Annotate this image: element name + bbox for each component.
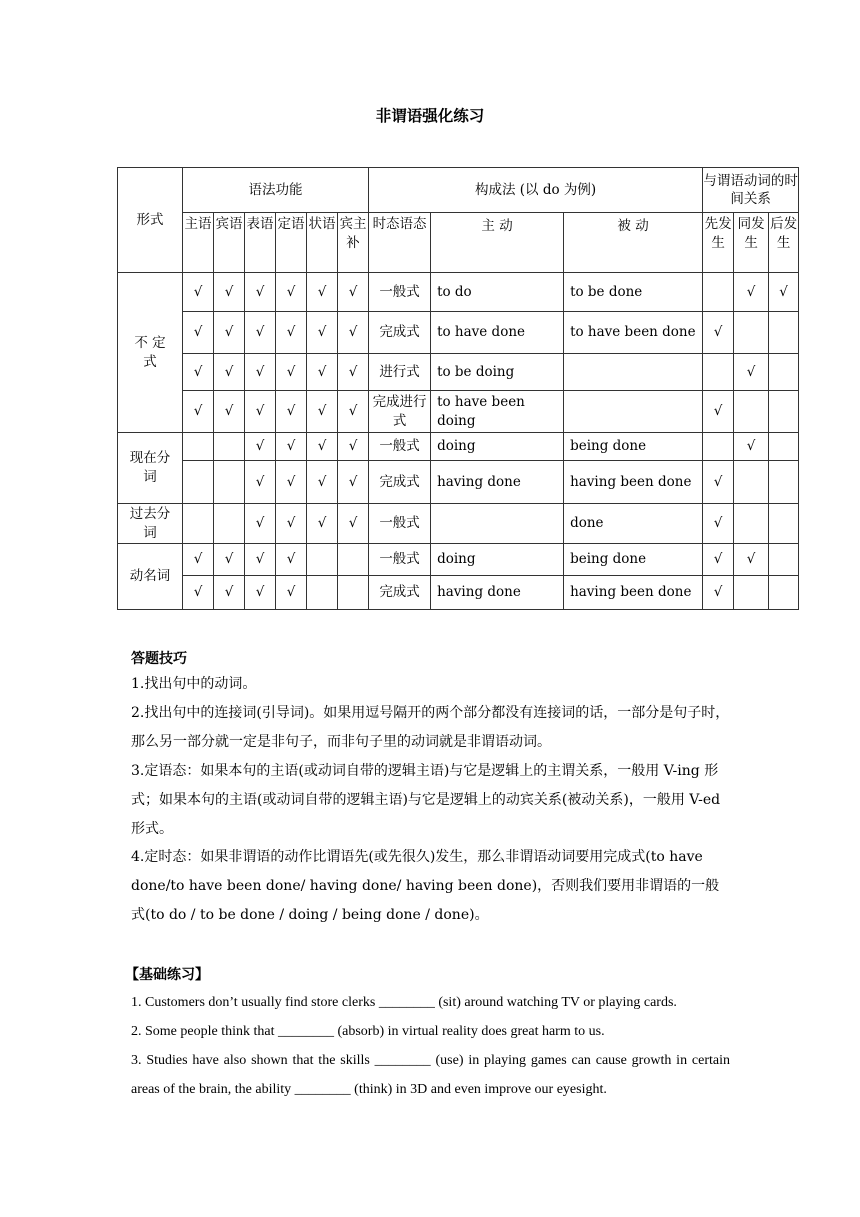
practice-heading: 【基础练习】	[125, 967, 209, 983]
function-check-cell: √	[245, 544, 276, 576]
time-check-cell: √	[703, 461, 734, 504]
tip-3: 3.定语态：如果本句的主语(或动词自带的逻辑主语)与它是逻辑上的主谓关系，一般用 V-ing 形式；如果本句的主语(或动词自带的逻辑主语)与它是逻辑上的动宾关系(被动关系)，一般用 V-ed 形式。	[131, 763, 721, 837]
subheader-cell: 宾主补	[338, 213, 369, 273]
time-check-cell: √	[769, 273, 799, 312]
time-check-cell	[734, 576, 769, 610]
passive-form-cell: being done	[564, 544, 703, 576]
function-check-cell: √	[245, 312, 276, 354]
function-check-cell: √	[245, 273, 276, 312]
function-check-cell	[307, 544, 338, 576]
time-check-cell	[734, 461, 769, 504]
function-check-cell: √	[183, 391, 214, 433]
time-check-cell	[769, 461, 799, 504]
function-check-cell: √	[245, 461, 276, 504]
header-grammar-function: 语法功能	[183, 168, 369, 213]
passive-form-cell	[564, 354, 703, 391]
tense-cell: 完成式	[369, 461, 431, 504]
table-row	[118, 354, 799, 391]
time-check-cell: √	[734, 433, 769, 461]
function-check-cell: √	[276, 312, 307, 354]
function-check-cell: √	[245, 504, 276, 544]
function-check-cell: √	[338, 433, 369, 461]
table-row	[118, 461, 799, 504]
time-check-cell: √	[703, 576, 734, 610]
function-check-cell: √	[276, 273, 307, 312]
tense-cell: 进行式	[369, 354, 431, 391]
tense-cell: 完成式	[369, 576, 431, 610]
tense-cell: 一般式	[369, 504, 431, 544]
active-form-cell	[431, 504, 564, 544]
time-check-cell	[703, 273, 734, 312]
function-check-cell: √	[276, 544, 307, 576]
tip-4: 4.定时态：如果非谓语的动作比谓语先(或先很久)发生，那么非谓语动词要用完成式(to have done/to have been done/ having done/ having been done)，否则我们要用非谓语的一般式(to do / to be done / doing / being done / done)。	[131, 849, 720, 923]
time-check-cell	[703, 433, 734, 461]
active-form-cell: having done	[431, 576, 564, 610]
function-check-cell: √	[183, 354, 214, 391]
table-row	[118, 312, 799, 354]
function-check-cell	[183, 461, 214, 504]
table-row	[118, 544, 799, 576]
nonfinite-verb-table	[117, 167, 799, 610]
function-check-cell	[183, 504, 214, 544]
function-check-cell: √	[245, 433, 276, 461]
function-check-cell: √	[214, 391, 245, 433]
time-check-cell: √	[703, 544, 734, 576]
tense-cell: 一般式	[369, 273, 431, 312]
header-form: 形式	[118, 168, 183, 273]
time-check-cell	[734, 312, 769, 354]
function-check-cell: √	[276, 354, 307, 391]
passive-form-cell: to have been done	[564, 312, 703, 354]
page-title: 非谓语强化练习	[375, 107, 485, 125]
form-label: 动名词	[118, 544, 183, 610]
subheader-cell: 定语	[276, 213, 307, 273]
question-3: 3. Studies have also shown that the skills ________ (use) in playing games can cause growth in certain areas of the brain, the ability ________ (think) in 3D and even improve our eyesight.	[131, 1053, 730, 1097]
form-label: 过去分词	[118, 504, 183, 544]
function-check-cell: √	[276, 461, 307, 504]
active-form-cell: doing	[431, 544, 564, 576]
function-check-cell	[338, 576, 369, 610]
tip-1: 1.找出句中的动词。	[131, 676, 257, 692]
subheader-cell: 主语	[183, 213, 214, 273]
time-check-cell	[769, 354, 799, 391]
function-check-cell: √	[307, 354, 338, 391]
function-check-cell: √	[338, 391, 369, 433]
function-check-cell: √	[245, 354, 276, 391]
form-label: 不 定 式	[118, 273, 183, 433]
subheader-cell: 同发生	[734, 213, 769, 273]
function-check-cell: √	[214, 312, 245, 354]
passive-form-cell	[564, 391, 703, 433]
subheader-cell: 主 动	[431, 213, 564, 273]
function-check-cell	[307, 576, 338, 610]
time-check-cell	[769, 576, 799, 610]
function-check-cell: √	[276, 504, 307, 544]
active-form-cell: having done	[431, 461, 564, 504]
time-check-cell	[734, 504, 769, 544]
passive-form-cell: having been done	[564, 461, 703, 504]
function-check-cell: √	[183, 312, 214, 354]
time-check-cell	[769, 391, 799, 433]
time-check-cell: √	[734, 544, 769, 576]
function-check-cell	[183, 433, 214, 461]
time-check-cell	[769, 504, 799, 544]
function-check-cell: √	[276, 391, 307, 433]
active-form-cell: to have done	[431, 312, 564, 354]
function-check-cell: √	[276, 576, 307, 610]
active-form-cell: to have been doing	[431, 391, 564, 433]
table-row	[118, 504, 799, 544]
tips-heading: 答题技巧	[131, 651, 187, 667]
function-check-cell	[214, 433, 245, 461]
subheader-cell: 后发生	[769, 213, 799, 273]
function-check-cell: √	[307, 391, 338, 433]
active-form-cell: to do	[431, 273, 564, 312]
function-check-cell: √	[214, 273, 245, 312]
function-check-cell	[214, 461, 245, 504]
function-check-cell: √	[183, 544, 214, 576]
time-check-cell: √	[703, 391, 734, 433]
function-check-cell: √	[338, 354, 369, 391]
time-check-cell	[769, 433, 799, 461]
table-row	[118, 273, 799, 312]
passive-form-cell: being done	[564, 433, 703, 461]
function-check-cell: √	[338, 504, 369, 544]
form-label: 现在分词	[118, 433, 183, 504]
tip-2: 2.找出句中的连接词(引导词)。如果用逗号隔开的两个部分都没有连接词的话，一部分是句子时，那么另一部分就一定是非句子，而非句子里的动词就是非谓语动词。	[131, 705, 730, 750]
tense-cell: 完成式	[369, 312, 431, 354]
function-check-cell: √	[338, 312, 369, 354]
function-check-cell: √	[338, 273, 369, 312]
function-check-cell: √	[183, 576, 214, 610]
subheader-cell: 表语	[245, 213, 276, 273]
function-check-cell: √	[338, 461, 369, 504]
time-check-cell	[769, 544, 799, 576]
table-row	[118, 433, 799, 461]
active-form-cell: doing	[431, 433, 564, 461]
subheader-cell: 状语	[307, 213, 338, 273]
subheader-cell: 时态语态	[369, 213, 431, 273]
subheader-cell: 被 动	[564, 213, 703, 273]
passive-form-cell: done	[564, 504, 703, 544]
function-check-cell: √	[307, 504, 338, 544]
time-check-cell	[734, 391, 769, 433]
function-check-cell: √	[245, 391, 276, 433]
question-2: 2. Some people think that ________ (absorb) in virtual reality does great harm to us.	[131, 1024, 605, 1039]
passive-form-cell: to be done	[564, 273, 703, 312]
function-check-cell: √	[245, 576, 276, 610]
active-form-cell: to be doing	[431, 354, 564, 391]
tense-cell: 一般式	[369, 544, 431, 576]
time-check-cell: √	[703, 312, 734, 354]
function-check-cell: √	[307, 461, 338, 504]
time-check-cell: √	[703, 504, 734, 544]
header-construction: 构成法 (以 do 为例)	[369, 168, 703, 213]
passive-form-cell: having been done	[564, 576, 703, 610]
function-check-cell: √	[307, 312, 338, 354]
time-check-cell: √	[734, 273, 769, 312]
function-check-cell	[338, 544, 369, 576]
table-row	[118, 576, 799, 610]
tense-cell: 完成进行式	[369, 391, 431, 433]
tense-cell: 一般式	[369, 433, 431, 461]
time-check-cell	[769, 312, 799, 354]
function-check-cell: √	[183, 273, 214, 312]
time-check-cell: √	[734, 354, 769, 391]
function-check-cell: √	[307, 273, 338, 312]
subheader-cell: 宾语	[214, 213, 245, 273]
function-check-cell: √	[214, 544, 245, 576]
function-check-cell: √	[214, 354, 245, 391]
subheader-cell: 先发生	[703, 213, 734, 273]
function-check-cell: √	[307, 433, 338, 461]
table-row	[118, 391, 799, 433]
function-check-cell	[214, 504, 245, 544]
question-1: 1. Customers don’t usually find store clerks ________ (sit) around watching TV or playing cards.	[131, 995, 677, 1010]
header-time-relation: 与谓语动词的时间关系	[703, 168, 799, 213]
time-check-cell	[703, 354, 734, 391]
function-check-cell: √	[276, 433, 307, 461]
function-check-cell: √	[214, 576, 245, 610]
